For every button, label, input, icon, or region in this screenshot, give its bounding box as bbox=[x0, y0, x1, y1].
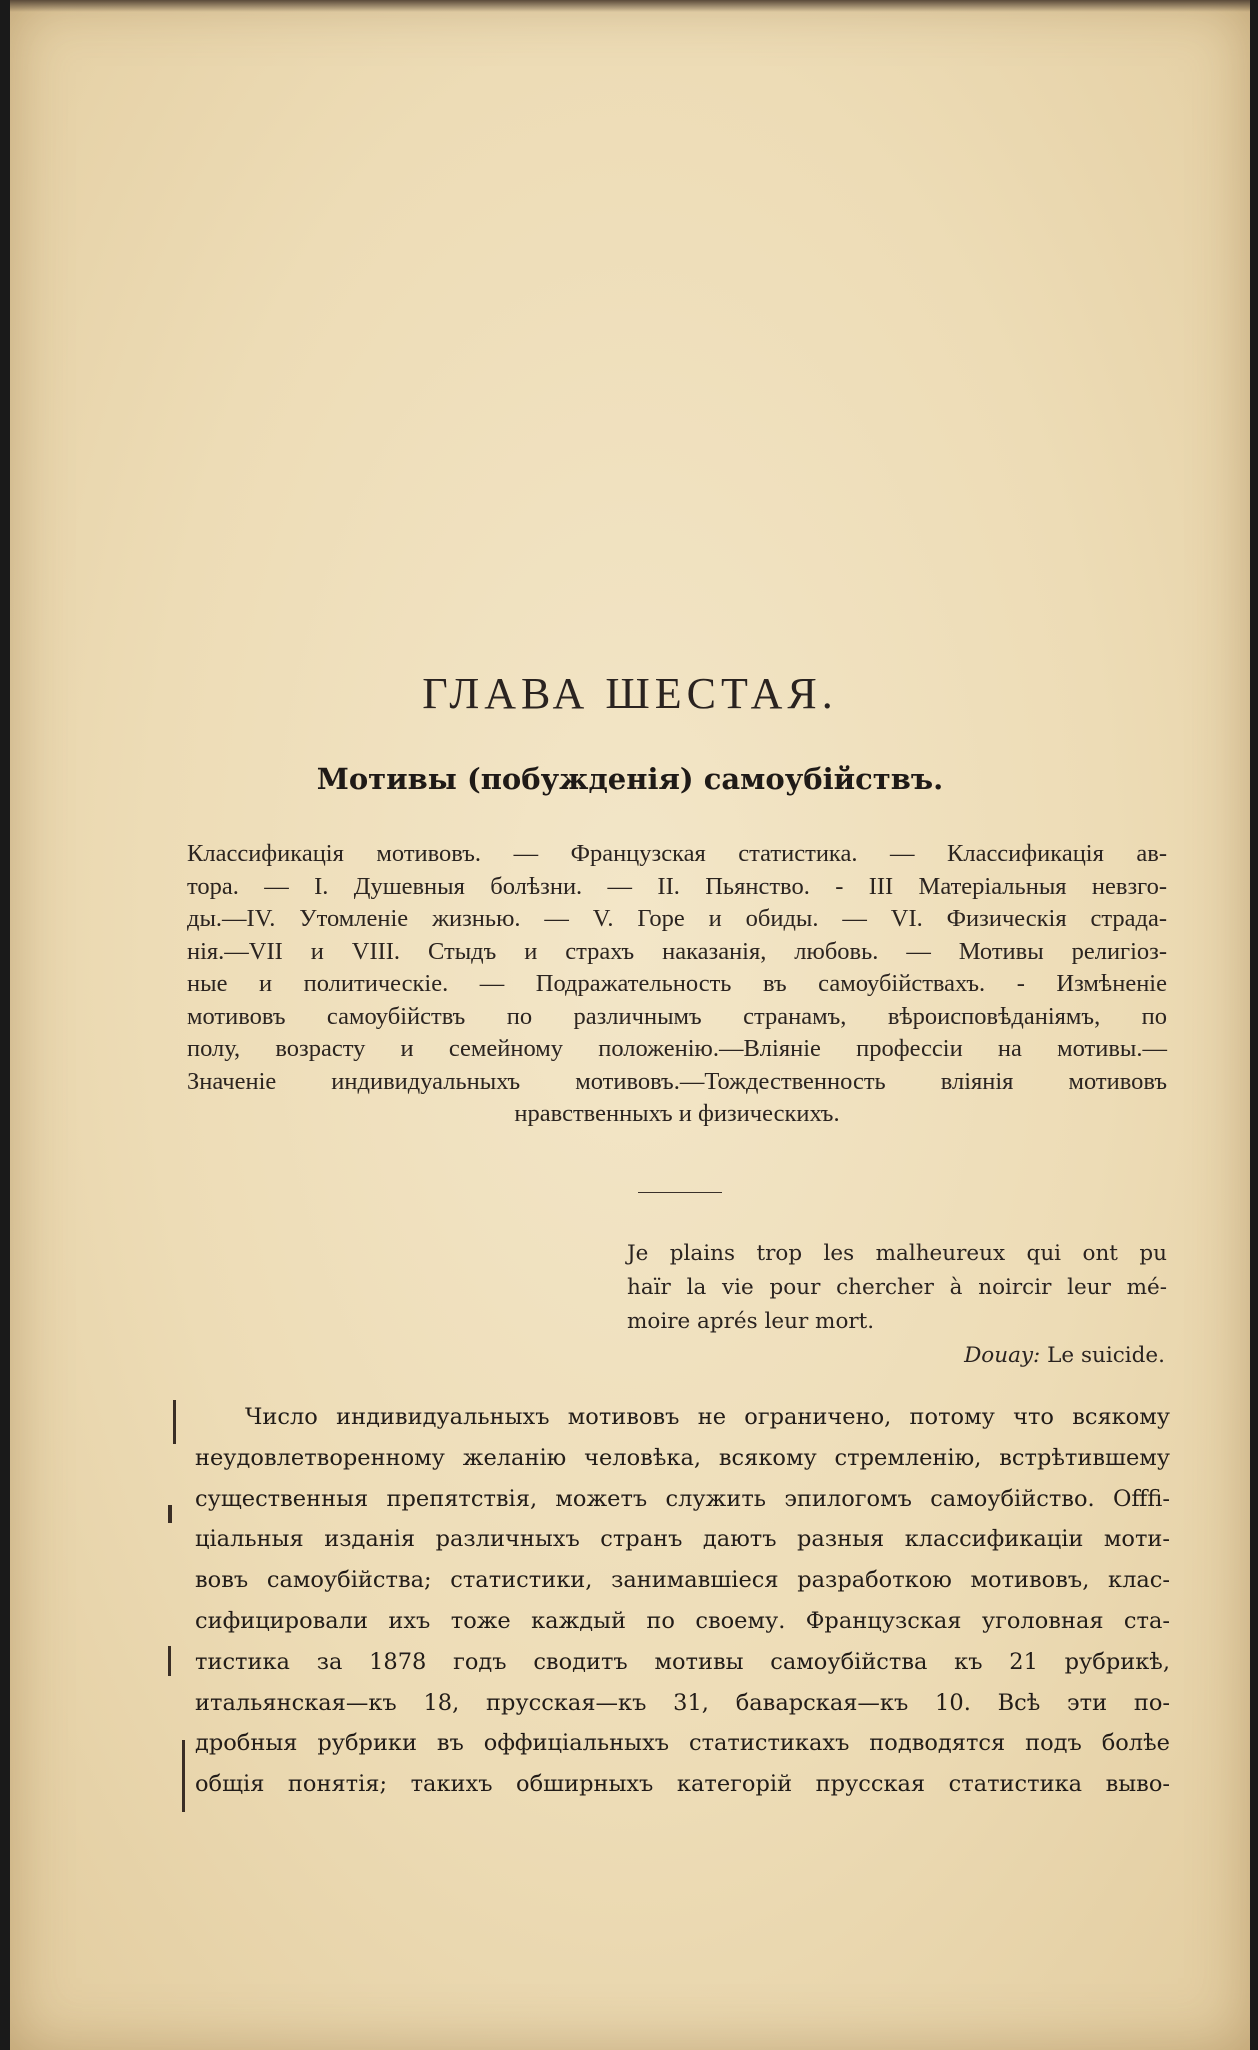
body-line: общія понятія; такихъ обширныхъ категорій прусская статистика выво- bbox=[195, 1771, 1170, 1798]
book-page bbox=[10, 0, 1250, 2050]
body-line: сифицировали ихъ тоже каждый по своему. Французская уголовная ста- bbox=[195, 1607, 1170, 1634]
body-line: Число индивидуальныхъ мотивовъ не ограничено, потому что всякому bbox=[245, 1404, 1170, 1430]
chapter-title: ГЛАВА ШЕСТАЯ. bbox=[422, 669, 838, 718]
summary-line: Значеніе индивидуальныхъ мотивовъ.—Тождественность вліянія мотивовъ bbox=[187, 1067, 1167, 1095]
epigraph-line: haïr la vie pour chercher à noircir leur mé- bbox=[627, 1275, 1167, 1300]
summary-line: нравственныхъ и физическихъ. bbox=[514, 1100, 840, 1127]
summary-line: мотивовъ самоубійствъ по различнымъ странамъ, вѣроисповѣданіямъ, по bbox=[187, 1002, 1167, 1030]
epigraph-author: Douay: bbox=[964, 1343, 1041, 1368]
summary-line: ды.—IV. Утомленіе жизнью. — V. Горе и обиды. — VI. Физическія страда- bbox=[187, 905, 1167, 932]
epigraph bbox=[627, 1237, 1167, 1373]
body-line: неудовлетворенному желанію человѣка, всякому стремленію, встрѣтившему bbox=[195, 1444, 1170, 1471]
epigraph-work: Le suicide. bbox=[1047, 1343, 1165, 1368]
summary-line: полу, возрасту и семейному положенію.—Вліяніе профессіи на мотивы.— bbox=[187, 1035, 1167, 1062]
body-line: тистика за 1878 годъ сводитъ мотивы самоубійства къ 21 рубрикѣ, bbox=[195, 1648, 1170, 1675]
margin-mark bbox=[168, 1646, 171, 1676]
section-divider bbox=[638, 1192, 722, 1193]
epigraph-line: moire aprés leur mort. bbox=[627, 1309, 875, 1334]
margin-mark bbox=[182, 1740, 185, 1812]
body-line: существенныя препятствія, можетъ служить эпилогомъ самоубійство. Offfi- bbox=[195, 1485, 1170, 1512]
summary-line: Классификація мотивовъ. — Французская статистика. — Классификація ав- bbox=[187, 840, 1167, 867]
page-top-edge bbox=[10, 0, 1250, 12]
body-line: вовъ самоубійства; статистики, занимавшіеся разработкою мотивовъ, клас- bbox=[195, 1567, 1170, 1594]
epigraph-attribution bbox=[627, 1339, 1167, 1373]
epigraph-line: Je plains trop les malheureux qui ont pu bbox=[627, 1241, 1167, 1266]
summary-line: ные и политическіе. — Подражательность въ самоубійствахъ. - Измѣненіе bbox=[187, 970, 1167, 997]
summary-line: нія.—VII и VIII. Стыдъ и страхъ наказанія, любовь. — Мотивы религіоз- bbox=[187, 937, 1167, 965]
body-line: итальянская—къ 18, прусская—къ 31, баварская—къ 10. Всѣ эти по- bbox=[195, 1689, 1170, 1716]
margin-mark bbox=[173, 1400, 176, 1444]
chapter-subtitle: Мотивы (побужденія) самоубійствъ. bbox=[316, 762, 944, 796]
margin-mark bbox=[168, 1505, 172, 1523]
summary-line: тора. — I. Душевныя болѣзни. — II. Пьянство. - III Матеріальныя невзго- bbox=[187, 872, 1167, 900]
body-line: дробныя рубрики въ оффиціальныхъ статистикахъ подводятся подъ болѣе bbox=[195, 1730, 1170, 1757]
body-paragraph bbox=[195, 1397, 1170, 1805]
body-line: ціальныя изданія различныхъ странъ даютъ разныя классификаціи моти- bbox=[195, 1526, 1170, 1553]
chapter-summary bbox=[187, 838, 1167, 1131]
